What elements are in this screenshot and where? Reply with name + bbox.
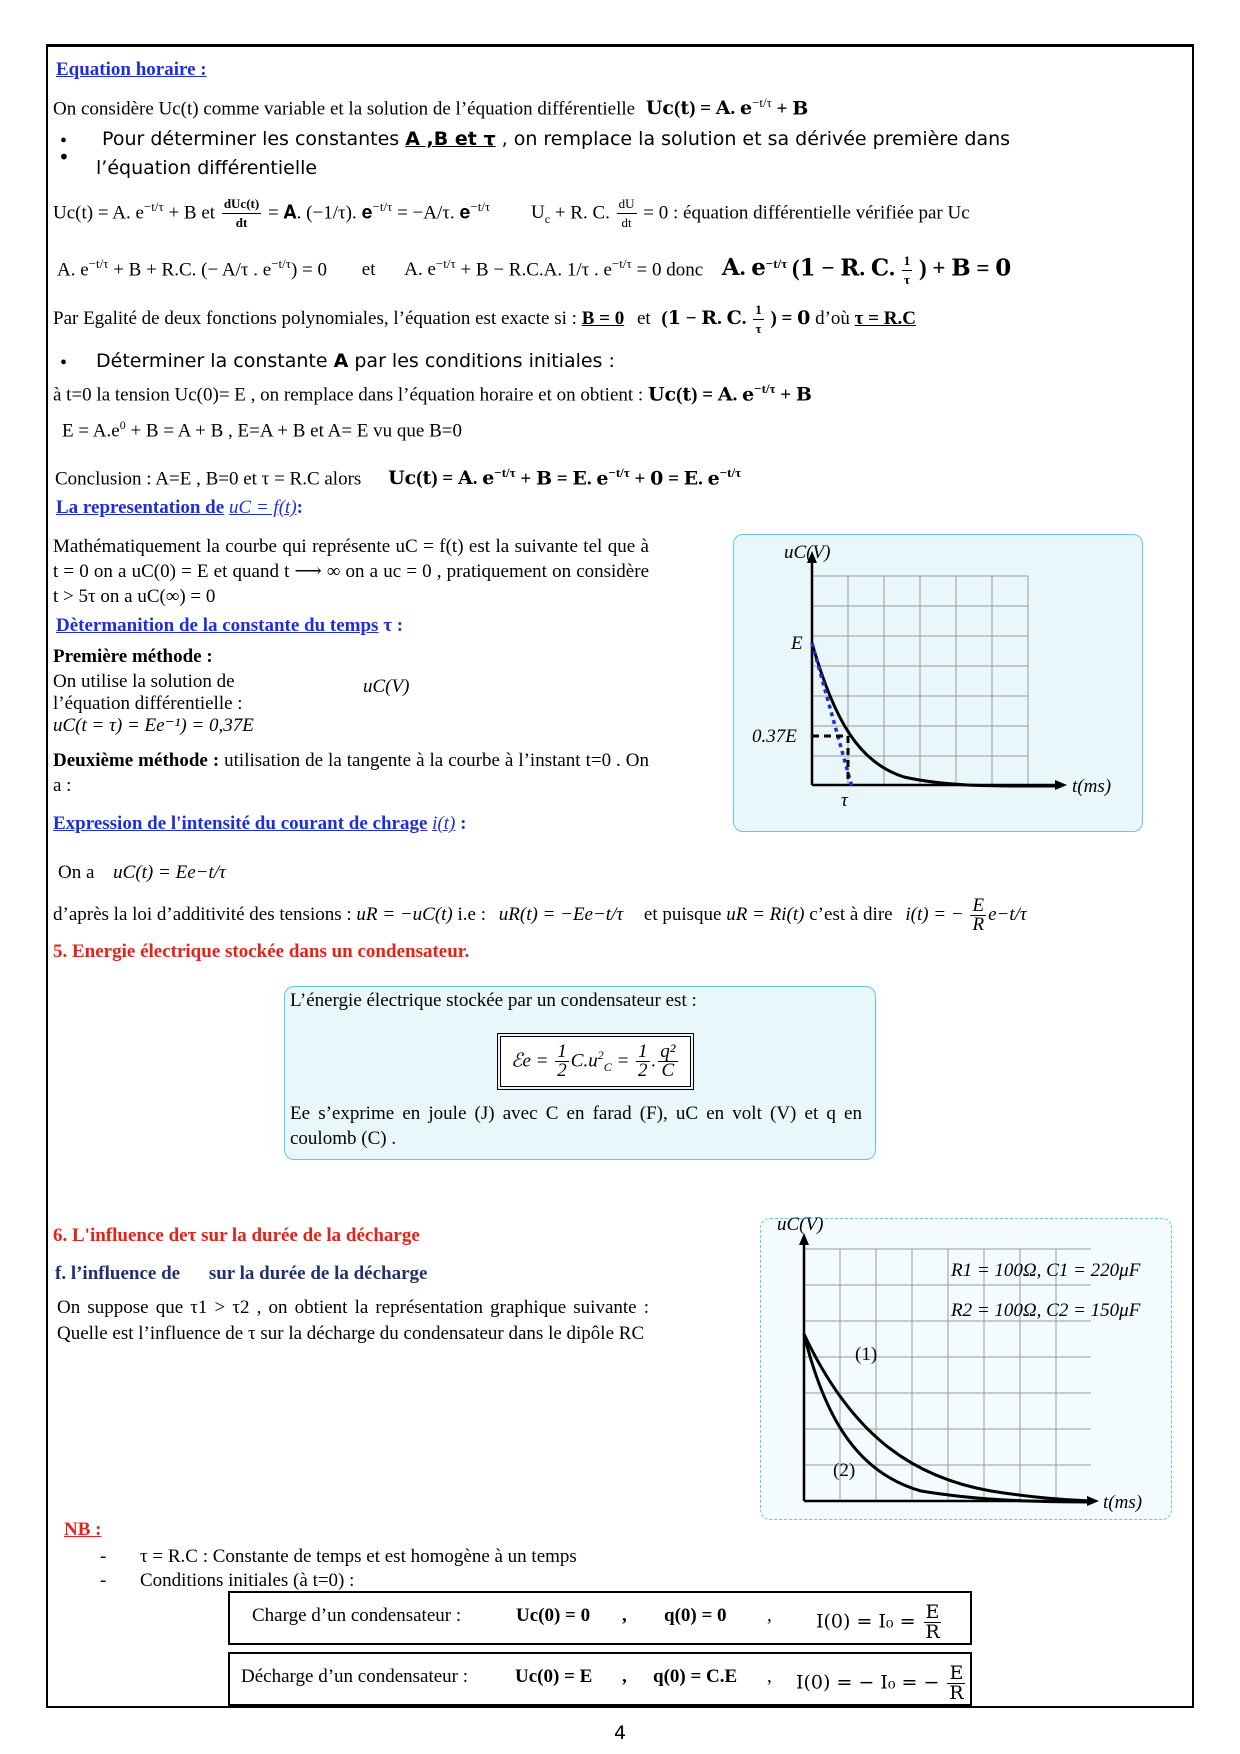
concl-b: 𝐔𝐜(𝐭) = 𝐀. 𝐞 — [388, 468, 495, 490]
inf-sub-a: f. l’influence de — [55, 1263, 181, 1284]
concl-exp-1: −t/τ — [494, 465, 516, 480]
eg-a: Par Egalité de deux fonctions polynomiales, l’équation est exacte si : — [53, 307, 577, 329]
charge-frac-den: R — [925, 1621, 940, 1643]
representation-title — [56, 496, 303, 520]
l2-a: A. e — [57, 259, 89, 281]
l2-exp-2: −t/τ — [271, 256, 291, 271]
charge-q: q(0) = 0 — [664, 1605, 727, 1626]
intro-exponent: −t/τ — [752, 95, 772, 110]
energie-box — [284, 986, 876, 1160]
ef-dot: . — [651, 1050, 657, 1072]
ef-half2 — [636, 1043, 650, 1080]
l2-c: (− A/τ . e — [201, 259, 272, 281]
graph2-xlabel: t(ms) — [1103, 1492, 1143, 1513]
l1-a: Uc(t) = A. e — [53, 202, 144, 224]
bullet1-constants: A ,B et τ — [405, 128, 496, 150]
decharge-label: Décharge d’un condensateur : — [241, 1666, 469, 1687]
eg-e: ) = 𝟎 — [770, 307, 811, 329]
on-a-text: On a — [58, 862, 95, 883]
ef-eq: = — [616, 1050, 630, 1072]
concl-a: Conclusion : A=E , B=0 et τ = R.C alors — [55, 468, 362, 490]
ef-q — [658, 1043, 677, 1080]
init-exp: −t/τ — [754, 381, 776, 396]
charge-label: Charge d’un condensateur : — [252, 1605, 462, 1626]
cl-a: d’après la loi d’additivité des tensions : — [53, 903, 352, 925]
charge-i-frac — [924, 1603, 942, 1642]
init2-b: + B = A + B , E=A + B et A= E vu que B=0 — [130, 420, 462, 442]
ef-mid: C.u — [570, 1050, 598, 1072]
cl-b: uR = −uC(t) — [356, 903, 453, 925]
energie-title: 5. Energie électrique stockée dans un condensateur. — [53, 941, 470, 962]
ef-mid-sup: 2 — [597, 1048, 604, 1062]
decharge-comma-2: , — [767, 1666, 772, 1687]
ef-q-num: q² — [660, 1041, 676, 1063]
influence-subtitle — [55, 1262, 428, 1286]
graph2-curve2-label: (2) — [833, 1460, 856, 1481]
bullet-2-dot: • — [60, 352, 68, 374]
charge-comma-2: , — [767, 1605, 772, 1626]
nb-dash-2: - — [100, 1570, 107, 1591]
decharge-i-frac — [947, 1664, 965, 1703]
concl-exp-2: −t/τ — [608, 465, 630, 480]
l1-g: = 0 : équation différentielle vérifiée par Uc — [643, 202, 970, 224]
init-tail: + 𝐁 — [780, 384, 812, 406]
graph1-ylabel: uC(V) — [784, 542, 831, 563]
concl-exp-3: −t/τ — [719, 465, 742, 480]
inf-title-c: sur la durée de la décharge — [201, 1225, 420, 1246]
l2-f: A. e — [404, 259, 436, 281]
l1-dUc-den: dt — [621, 215, 632, 231]
l1-dUc-frac — [617, 195, 637, 232]
charge-uc: Uc(0) = 0 — [516, 1605, 591, 1626]
init-line — [53, 377, 812, 407]
graph1-037E-label: 0.37E — [752, 726, 797, 747]
bullet1-text-d: l’équation différentielle — [96, 157, 318, 179]
nb-item-1: τ = R.C : Constante de temps et est homogène à un temps — [140, 1546, 577, 1567]
cl-frac-den: R — [972, 914, 985, 935]
m2-para — [53, 748, 649, 798]
m2-text: utilisation de la tangente à la courbe à l’instant t=0 . On a : — [53, 750, 650, 796]
l2-exp-1: −t/τ — [88, 256, 109, 271]
m1-formula: uC(t = τ) = Ee⁻¹) = 0,37E — [53, 715, 254, 736]
l1-e: U — [531, 202, 545, 224]
courant-title — [53, 812, 466, 836]
energie-text: Ee s’exprime en joule (J) avec C en farad (F), uC en volt (V) et q en coulomb (C) . — [290, 1103, 862, 1149]
l2-exp-4: −t/τ — [611, 256, 632, 271]
ef-q-den: C — [661, 1060, 675, 1082]
intro-formula-tail: + 𝐁 — [776, 98, 809, 120]
courant-line — [53, 897, 1027, 934]
nb-title: NB : — [64, 1519, 102, 1540]
rep-title-formula: uC = f(t) — [228, 497, 297, 518]
graph2-r1-label: R1 = 100Ω, C1 = 220μF — [951, 1260, 1141, 1281]
graph1-tau-label: τ — [841, 790, 848, 811]
bullet-1-dot: • — [60, 130, 68, 152]
cl-c: i.e : — [457, 903, 487, 925]
l2-b: + B + R.C. — [113, 259, 197, 281]
decharge-frac-den: R — [949, 1682, 964, 1704]
intro-formula: 𝐔𝐜(𝐭) = 𝐀. 𝐞 — [645, 98, 753, 120]
graph1-panel — [733, 534, 1143, 832]
l1-exp-3: −t/τ — [470, 199, 491, 214]
courant-title-colon: : — [460, 813, 467, 834]
eg-c: et — [636, 307, 651, 329]
nb-item-2: Conditions initiales (à t=0) : — [140, 1570, 355, 1591]
l1-d: = −A/τ. 𝐞 — [397, 202, 471, 224]
l2-g: + B − R.C.A. — [460, 259, 563, 281]
l2-h: 1/τ . e — [566, 259, 612, 281]
equation-line-1: Uc(t) = A. $e^{-t/\tau} + B$ et $\frac{\text{dUc(t)}}{dt}$ = 𝐀. (−1/τ). 𝐞$^{-t/\tau}$ = −A/τ. 𝐞$^{-t/\tau}$ $U_c + R$. C. $\frac{dU}{dt}$ = 0 : équation différentielle vérifiée par Uc — [53, 196, 970, 231]
courant-on-a — [58, 861, 226, 885]
m1-text: On utilise la solution de l’équation différentielle : — [53, 671, 243, 714]
influence-paragraph: On suppose que τ1 > τ2 , on obtient la représentation graphique suivante : Quelle est l’influence de τ sur la décharge du condensateur dans le dipôle RC — [57, 1297, 649, 1344]
decharge-i-text: I(0) = − I₀ = − — [796, 1671, 940, 1694]
cl-f: uR = Ri(t) — [726, 903, 805, 925]
decharge-comma-1: , — [622, 1666, 627, 1687]
decharge-box — [228, 1652, 972, 1706]
courant-title-text: Expression de l'intensité du courant de chrage — [53, 813, 428, 834]
l2-j: 𝐀. 𝐞 — [721, 255, 766, 281]
l1-f: + R. C. — [554, 202, 610, 224]
decharge-i — [796, 1664, 967, 1703]
l2-e: et — [361, 259, 376, 281]
charge-comma-1: , — [622, 1605, 627, 1626]
l2-k: (𝟏 − 𝐑. 𝐂. — [791, 255, 895, 281]
intro-text: On considère Uc(t) comme variable et la solution de l’équation différentielle — [53, 98, 636, 120]
l1-deriv-frac — [222, 195, 261, 232]
eg-g: τ = R.C — [854, 307, 916, 329]
section-title-equation-horaire: Equation horaire : — [56, 59, 207, 80]
decharge-frac-num: E — [949, 1662, 964, 1684]
concl-c: + 𝐁 = 𝐄. 𝐞 — [520, 468, 609, 490]
l2-l: ) + 𝐁 = 𝟎 — [918, 255, 1012, 281]
l1-deriv-den: dt — [235, 215, 248, 231]
bullet-2 — [96, 350, 615, 372]
l2-d: ) = 0 — [290, 259, 328, 281]
bullet-1 — [96, 128, 1010, 150]
decharge-q: q(0) = C.E — [653, 1666, 738, 1687]
cl-d: uR(t) = −Ee−t/τ — [498, 903, 624, 925]
b2-b: A — [333, 350, 349, 372]
equation-line-2 — [57, 252, 1011, 289]
init-line-2: $E = A.e^0 + B = A + B$ , E=A + B et A= E vu que B=0 — [62, 418, 462, 442]
m1-uc-label: uC(V) — [363, 676, 410, 697]
b2-c: par les conditions initiales : — [354, 350, 615, 372]
influence-title — [53, 1224, 420, 1248]
constante-title — [56, 614, 403, 638]
inf-title-a: 6. L'influence de — [53, 1225, 188, 1246]
cl-e: et puisque — [643, 903, 722, 925]
egalite-line — [53, 301, 916, 338]
energie-formula — [497, 1033, 694, 1090]
decharge-uc: Uc(0) = E — [515, 1666, 593, 1687]
l1-deriv-num: dUc(t) — [222, 195, 261, 214]
charge-box — [228, 1591, 972, 1645]
bullet1-text-a: Pour déterminer les constantes — [102, 128, 400, 150]
intro-line — [53, 91, 808, 121]
energie-formula-frame — [497, 1033, 694, 1090]
ef-half — [555, 1043, 569, 1080]
init2-a: E = A.e — [62, 420, 120, 442]
l2-exp-3: −t/τ — [435, 256, 456, 271]
cl-i: e−t/τ — [988, 903, 1027, 925]
m1-title: Première méthode : — [53, 646, 213, 667]
cl-frac-num: E — [972, 895, 985, 916]
l2-exp-5: −t/τ — [765, 256, 788, 271]
eg-b: B = 0 — [581, 307, 625, 329]
l1-c: = 𝐀. (−1/τ). 𝐞 — [267, 202, 373, 224]
representation-paragraph: Mathématiquement la courbe qui représente uC = f(t) est la suivante tel que à t = 0 on a uC(0) = E et quand t ⟶ ∞ on a uc = 0 , pratiquement on considère t > 5τ on a uC(∞) = 0 — [53, 536, 649, 607]
eg-f: d’où — [815, 307, 850, 329]
l1-b: + B et — [168, 202, 216, 224]
charge-i-text: I(0) = I₀ = — [816, 1610, 916, 1633]
cl-frac — [970, 897, 986, 934]
concl-d: + 𝟎 = 𝐄. 𝐞 — [634, 468, 720, 490]
m2-title: Deuxième méthode : — [53, 750, 220, 771]
on-a-formula: uC(t) = Ee−t/τ — [113, 862, 226, 883]
ef-half2-num: 1 — [638, 1041, 648, 1063]
eg-frac: $\frac{1}{\tau}$ — [755, 302, 762, 336]
ef-half-den: 2 — [557, 1060, 567, 1082]
conclusion-line — [55, 461, 741, 491]
page-number: 4 — [613, 1722, 627, 1744]
ef-mid-sub: C — [603, 1060, 612, 1075]
rep-title-text: La representation de — [56, 497, 225, 518]
graph2-panel — [760, 1214, 1172, 1520]
cl-g: c’est à dire — [809, 903, 893, 925]
inf-sub-b: sur la durée de la décharge — [208, 1263, 428, 1284]
cl-h: i(t) = − — [905, 903, 964, 925]
graph2-r2-label: R2 = 100Ω, C2 = 150μF — [951, 1300, 1141, 1321]
l2-one-over-tau: $\frac{1}{\tau}$ — [903, 253, 911, 288]
ef-half-num: 1 — [557, 1041, 567, 1063]
init-formula: 𝐔𝐜(𝐭) = 𝐀. 𝐞 — [647, 384, 755, 406]
energie-intro: L’énergie électrique stockée par un condensateur est : — [290, 990, 697, 1011]
const-title-sym: τ : — [383, 615, 404, 636]
ef-lhs: ℰe = — [511, 1050, 549, 1072]
rep-title-colon: : — [296, 497, 303, 518]
nb-dash-1: - — [100, 1546, 107, 1567]
l2-i: = 0 donc — [636, 259, 704, 281]
courant-title-sym: i(t) — [432, 813, 456, 834]
graph1-E-label: E — [791, 633, 803, 654]
graph2-curve1-label: (1) — [855, 1344, 878, 1365]
inf-title-b: τ — [187, 1225, 197, 1246]
ef-half2-den: 2 — [638, 1060, 648, 1082]
const-title-text: Dètermanition de la constante du temps — [56, 615, 379, 636]
bullet1-text-c: , on remplace la solution et sa dérivée première dans — [501, 128, 1011, 150]
l1-exp-1: −t/τ — [143, 199, 164, 214]
charge-frac-num: E — [925, 1601, 940, 1623]
l1-exp-2: −t/τ — [372, 199, 393, 214]
graph2-ylabel: uC(V) — [777, 1214, 824, 1235]
init-a: à t=0 la tension Uc(0)= E , on remplace dans l’équation horaire et on obtient : — [53, 384, 644, 406]
graph1-xlabel: t(ms) — [1072, 776, 1112, 797]
b2-a: Déterminer la constante — [96, 350, 328, 372]
eg-d: (𝟏 − 𝐑. 𝐂. — [661, 307, 747, 329]
charge-i — [816, 1603, 943, 1642]
l1-dUc-num: dU — [617, 195, 637, 214]
